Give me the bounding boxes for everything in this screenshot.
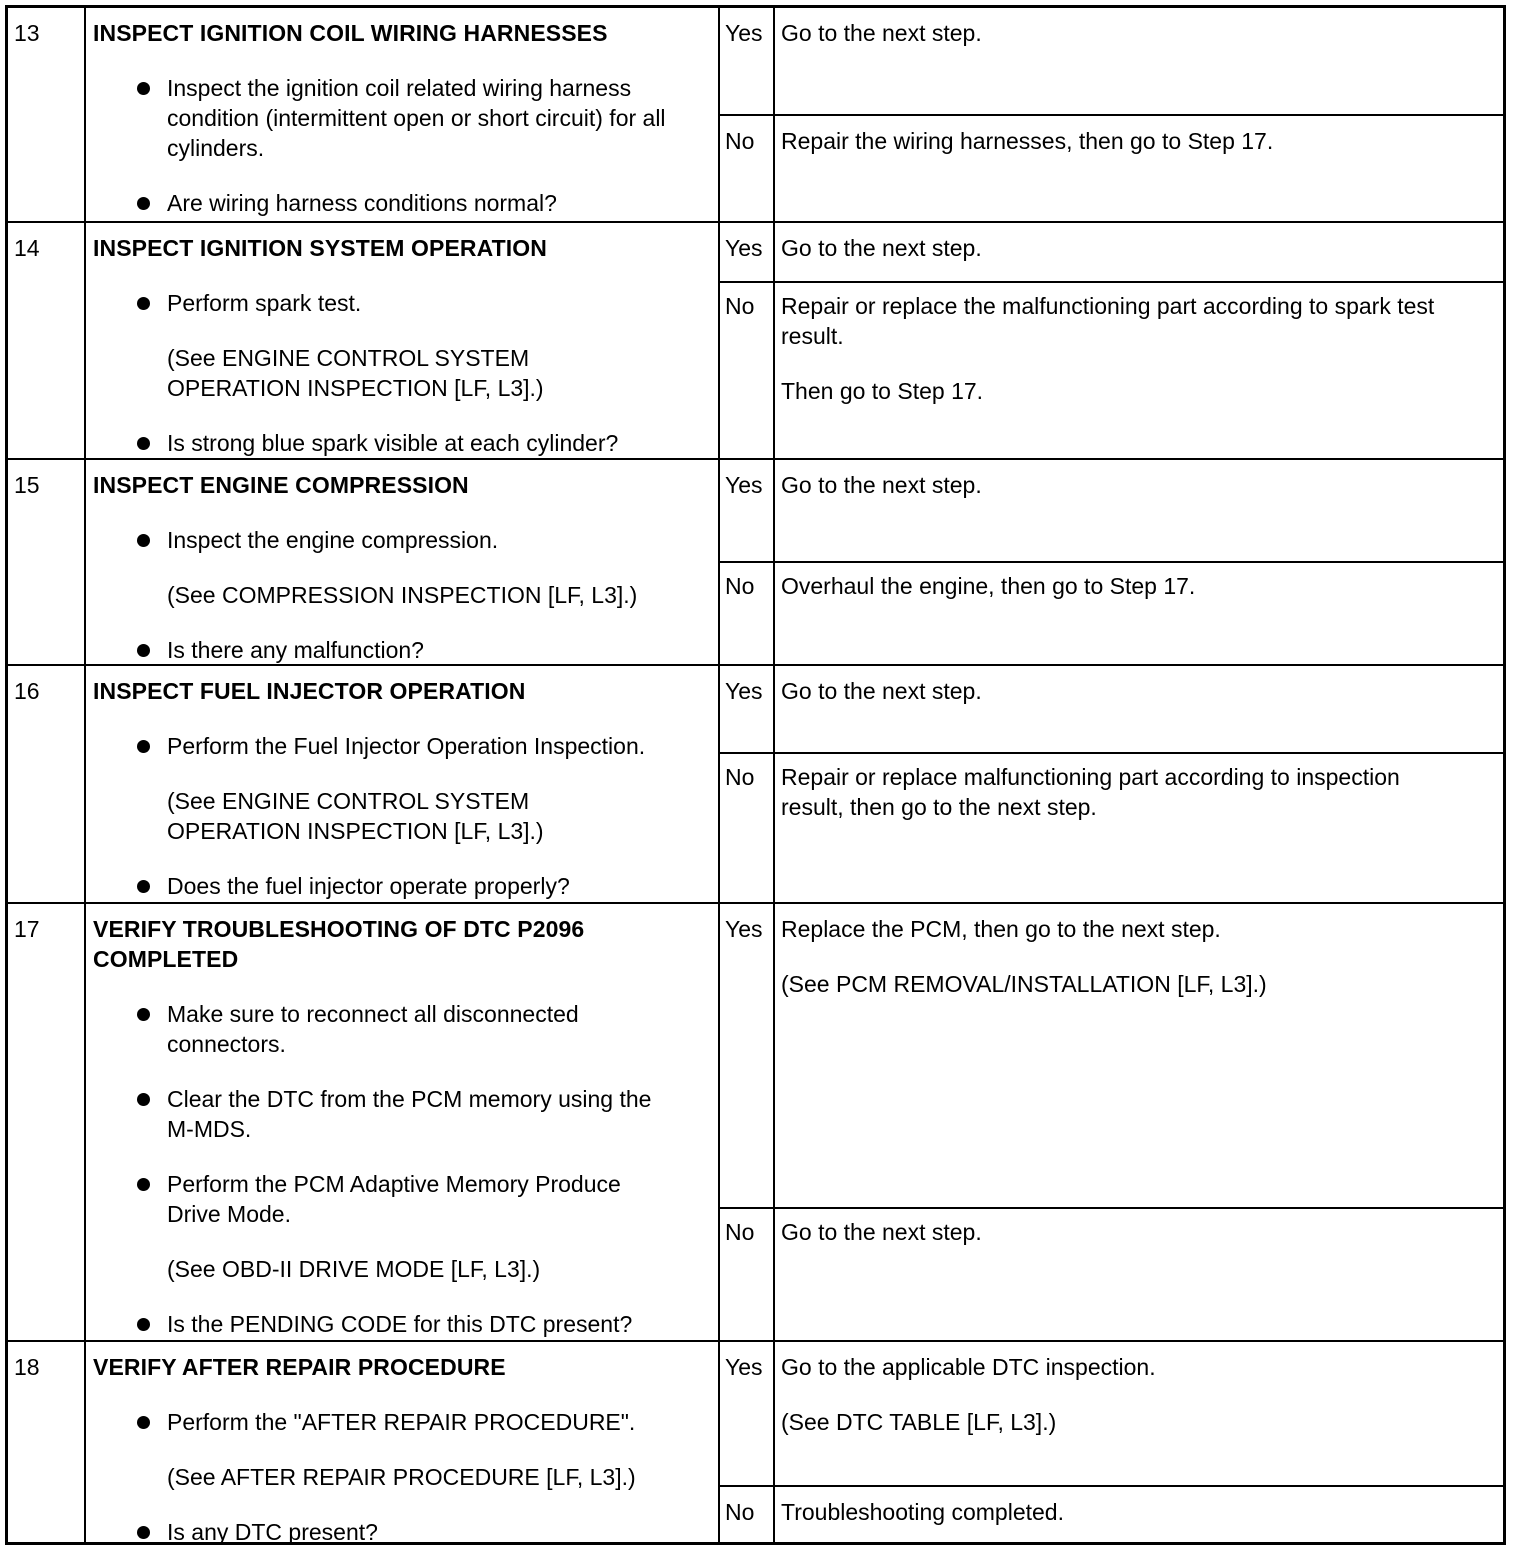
- step-title: INSPECT IGNITION SYSTEM OPERATION: [93, 235, 547, 261]
- action-text: Go to the applicable DTC inspection.: [781, 1354, 1156, 1380]
- bullet-item: Inspect the ignition coil related wiring harness condition (intermittent open or short circuit) for all cylinders.: [93, 73, 708, 163]
- step-title: INSPECT IGNITION COIL WIRING HARNESSES: [93, 20, 608, 46]
- troubleshooting-table: [5, 5, 1506, 1545]
- yes-action: [775, 904, 1503, 999]
- no-label: No: [720, 281, 775, 458]
- reference-link[interactable]: (See OBD-II DRIVE MODE [LF, L3].): [167, 1256, 541, 1282]
- action-text: Go to the next step.: [781, 235, 982, 261]
- step-row-17: [8, 904, 1503, 1342]
- reference-link[interactable]: (See DTC TABLE [LF, L3].): [781, 1409, 1057, 1435]
- inspection-cell: [86, 223, 720, 458]
- step-number: 13: [8, 8, 86, 221]
- reference-link[interactable]: (See PCM REMOVAL/INSTALLATION [LF, L3].): [781, 971, 1267, 997]
- no-label: No: [720, 116, 775, 221]
- yes-label: Yes: [720, 904, 775, 1207]
- inspection-cell: [86, 8, 720, 221]
- step-row-18: [8, 1342, 1503, 1545]
- inspection-cell: [86, 1342, 720, 1545]
- inspection-cell: [86, 666, 720, 902]
- no-action: [775, 116, 1503, 156]
- result-yes: [720, 460, 1503, 563]
- action-text: Replace the PCM, then go to the next step.: [781, 916, 1221, 942]
- reference-link[interactable]: (See ENGINE CONTROL SYSTEM OPERATION INSPECTION [LF, L3].): [167, 345, 544, 401]
- bullet-item: Perform the Fuel Injector Operation Inspection.: [93, 731, 708, 761]
- yes-action: [775, 8, 1503, 48]
- result-yes: [720, 8, 1503, 116]
- result-no: [720, 1207, 1503, 1340]
- bullet-item: Clear the DTC from the PCM memory using the M-MDS.: [93, 1084, 708, 1144]
- no-action: [775, 281, 1503, 406]
- bullet-item: Is there any malfunction?: [93, 635, 708, 665]
- no-label: No: [720, 752, 775, 902]
- step-number: 17: [8, 904, 86, 1340]
- bullet-item: Inspect the engine compression.: [93, 525, 708, 555]
- result-no: [720, 281, 1503, 458]
- inspection-cell: [86, 460, 720, 664]
- step-number: 16: [8, 666, 86, 902]
- yes-label: Yes: [720, 8, 775, 114]
- step-title: VERIFY TROUBLESHOOTING OF DTC P2096 COMPLETED: [93, 916, 585, 972]
- bullet-item: Are wiring harness conditions normal?: [93, 188, 708, 218]
- action-text: Then go to Step 17.: [781, 378, 984, 404]
- reference-link[interactable]: (See COMPRESSION INSPECTION [LF, L3].): [167, 582, 638, 608]
- step-number: 15: [8, 460, 86, 664]
- action-text: Troubleshooting completed.: [781, 1499, 1064, 1525]
- yes-label: Yes: [720, 460, 775, 561]
- result-yes: [720, 1342, 1503, 1487]
- bullet-item: Is strong blue spark visible at each cylinder?: [93, 428, 708, 458]
- result-no: [720, 1487, 1503, 1542]
- reference-link[interactable]: (See AFTER REPAIR PROCEDURE [LF, L3].): [167, 1464, 636, 1490]
- action-text: Overhaul the engine, then go to Step 17.: [781, 573, 1196, 599]
- yes-action: [775, 460, 1503, 500]
- action-text: Go to the next step.: [781, 1219, 982, 1245]
- bullet-item: Perform the "AFTER REPAIR PROCEDURE".: [93, 1407, 708, 1437]
- result-yes: [720, 666, 1503, 754]
- bullet-item: Perform spark test.: [93, 288, 708, 318]
- no-label: No: [720, 561, 775, 664]
- step-row-16: [8, 666, 1503, 904]
- yes-action: [775, 1342, 1503, 1437]
- step-number: 14: [8, 223, 86, 458]
- step-title: VERIFY AFTER REPAIR PROCEDURE: [93, 1354, 506, 1380]
- step-title: INSPECT ENGINE COMPRESSION: [93, 472, 469, 498]
- action-text: Repair or replace the malfunctioning part according to spark test result.: [781, 293, 1435, 349]
- result-yes: [720, 904, 1503, 1209]
- action-text: Repair or replace malfunctioning part according to inspection result, then go to the next step.: [781, 764, 1400, 820]
- inspection-cell: [86, 904, 720, 1340]
- yes-label: Yes: [720, 223, 775, 281]
- yes-action: [775, 666, 1503, 706]
- step-title: INSPECT FUEL INJECTOR OPERATION: [93, 678, 526, 704]
- bullet-item: Is the PENDING CODE for this DTC present?: [93, 1309, 708, 1339]
- yes-label: Yes: [720, 666, 775, 752]
- result-no: [720, 561, 1503, 664]
- action-text: Repair the wiring harnesses, then go to Step 17.: [781, 128, 1274, 154]
- no-action: [775, 1487, 1503, 1527]
- no-action: [775, 561, 1503, 601]
- step-row-13: [8, 8, 1503, 223]
- step-row-15: [8, 460, 1503, 666]
- action-text: Go to the next step.: [781, 472, 982, 498]
- result-no: [720, 752, 1503, 902]
- bullet-item: Is any DTC present?: [93, 1517, 708, 1547]
- step-number: 18: [8, 1342, 86, 1542]
- action-text: Go to the next step.: [781, 678, 982, 704]
- no-label: No: [720, 1487, 775, 1542]
- step-row-14: [8, 223, 1503, 460]
- reference-link[interactable]: (See ENGINE CONTROL SYSTEM OPERATION INSPECTION [LF, L3].): [167, 788, 544, 844]
- action-text: Go to the next step.: [781, 20, 982, 46]
- bullet-item: Perform the PCM Adaptive Memory Produce Drive Mode.: [93, 1169, 708, 1229]
- result-yes: [720, 223, 1503, 283]
- yes-action: [775, 223, 1503, 263]
- no-action: [775, 1207, 1503, 1247]
- no-label: No: [720, 1207, 775, 1340]
- no-action: [775, 752, 1503, 822]
- result-no: [720, 116, 1503, 221]
- bullet-item: Does the fuel injector operate properly?: [93, 871, 708, 901]
- bullet-item: Make sure to reconnect all disconnected connectors.: [93, 999, 708, 1059]
- yes-label: Yes: [720, 1342, 775, 1485]
